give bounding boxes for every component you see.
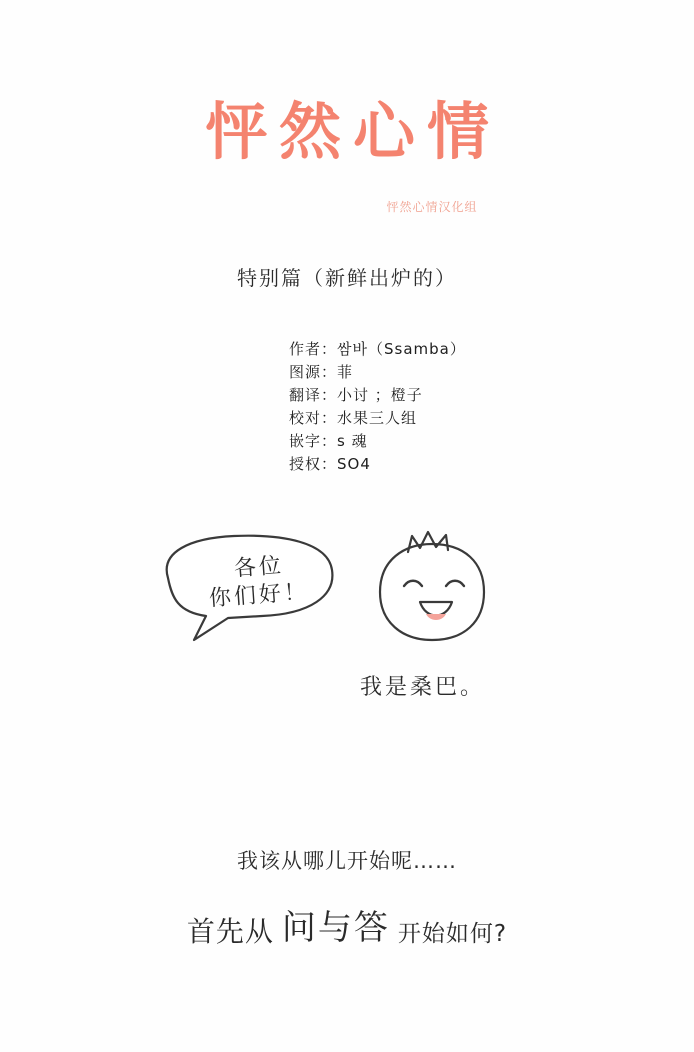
credit-value: 水果三人组 (337, 409, 418, 427)
character-caption: 我是桑巴。 (360, 675, 486, 700)
credit-label: 图源： (289, 363, 338, 381)
credit-row (289, 430, 466, 453)
speech-bubble-line-1: 各位 (233, 553, 285, 582)
credit-value: 小讨 ；橙子 (337, 386, 423, 404)
credit-row (289, 453, 466, 476)
credit-label: 翻译： (289, 386, 338, 404)
credit-row (289, 384, 466, 407)
credit-row (289, 338, 466, 361)
bottom-narration-line-1: 我该从哪儿开始呢…… (237, 849, 457, 873)
credit-label: 作者： (289, 340, 338, 358)
bottom-line2-part1: 首先从 (186, 915, 274, 948)
chapter-subtitle: 特别篇（新鲜出炉的） (237, 266, 457, 290)
bottom-line2-part2: 问与答 (281, 908, 390, 948)
scanlation-credit: 怦然心情汉化组 (386, 200, 478, 214)
page-title: 怦然心情 (204, 95, 501, 168)
credit-row (289, 361, 466, 384)
credit-label: 校对： (289, 409, 338, 427)
credit-value: SO4 (337, 455, 371, 473)
bottom-narration-line-2 (0, 900, 694, 950)
credits-block (289, 338, 466, 476)
bottom-line2-part3: 开始如何? (397, 921, 508, 947)
comic-panel (0, 520, 694, 750)
credit-value: 쌈바（Ssamba） (337, 340, 466, 358)
credit-label: 嵌字： (289, 432, 338, 450)
credit-value: s 魂 (337, 432, 368, 450)
speech-bubble-text (183, 549, 337, 615)
credit-row (289, 407, 466, 430)
credit-label: 授权： (289, 455, 338, 473)
speech-bubble-line-2: 你们好！ (208, 579, 310, 612)
samba-mascot-face-icon (360, 530, 510, 660)
credit-value: 菲 (337, 363, 354, 381)
